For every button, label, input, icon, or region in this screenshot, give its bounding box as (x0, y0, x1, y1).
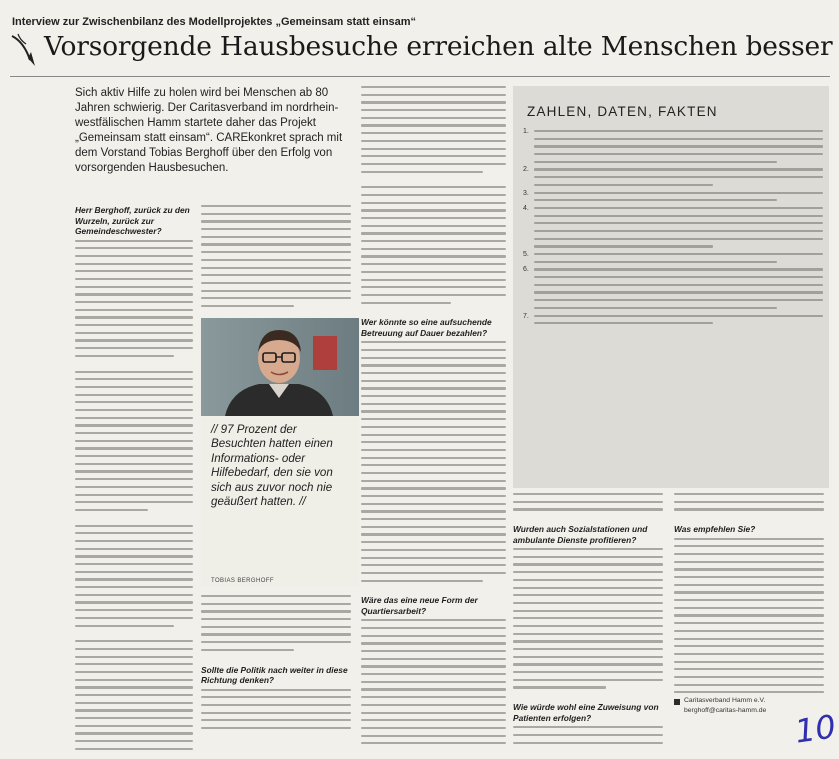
quote-author: TOBIAS BERGHOFF (211, 578, 274, 584)
fact-number: 5. (523, 251, 529, 258)
fact-number: 7. (523, 312, 529, 320)
pen-nib-icon (8, 30, 42, 70)
lede: Sich aktiv Hilfe zu holen wird bei Menschen ab 80 Jahren schwierig. Der Caritasverband im nordrhein-westfälischen Hamm startete daher das Projekt „Gemeinsam statt einsam“. CAREkonkret sprach mit dem Vorstand Tobias Berghoff über den Erfolg von vorsorgenden Hausbesuchen. (75, 87, 343, 174)
headline-row (8, 30, 836, 74)
subhead: Wäre das eine neue Form der Quartiersarbeit? (361, 595, 478, 616)
contact-organization: Caritasverband Hamm e.V. (684, 697, 766, 704)
text-column-3 (361, 86, 506, 750)
fact-box-title: ZAHLEN, DATEN, FAKTEN (527, 104, 718, 119)
fact-item (523, 253, 823, 263)
square-bullet-icon (674, 699, 680, 705)
fact-item (523, 189, 823, 202)
fact-item (523, 168, 823, 186)
fact-number: 1. (523, 128, 529, 135)
fact-number: 6. (523, 266, 529, 274)
subhead: Wurden auch Sozialstationen und ambulante Dienste profitieren? (513, 524, 648, 545)
subhead: Wer könnte so eine aufsuchende Betreuung auf Dauer bezahlen? (361, 317, 492, 338)
fact-number: 3. (523, 189, 529, 197)
text-column-2-top (201, 205, 351, 313)
pull-quote-box (201, 418, 359, 586)
text-column-4 (513, 493, 663, 750)
contact-email[interactable]: berghoff@caritas-hamm.de (684, 707, 767, 714)
subhead: Herr Berghoff, zurück zu den Wurzeln, zurück zur Gemeindeschwester? (75, 205, 190, 236)
portrait-photo (201, 318, 359, 416)
fact-item (523, 268, 823, 309)
fact-list (523, 130, 823, 330)
pull-quote: // 97 Prozent der Besuchten hatten einen Informations- oder Hilfebedarf, den sie von sich aus zuvor noch nie geäußert hatten. // (211, 423, 333, 509)
fact-item (523, 312, 823, 325)
text-column-5 (674, 493, 824, 693)
text-column-2-bottom (201, 595, 351, 750)
page-number: 10 (792, 707, 839, 751)
fact-item (523, 204, 823, 248)
fact-item (523, 130, 823, 163)
text-column-1 (75, 205, 193, 750)
kicker: Interview zur Zwischenbilanz des Modellprojektes „Gemeinsam statt einsam“ (12, 16, 417, 28)
subhead: Wie würde wohl eine Zuweisung von Patienten erfolgen? (513, 702, 659, 723)
subhead: Was empfehlen Sie? (674, 524, 756, 535)
subhead: Sollte die Politik nach weiter in diese Richtung denken? (201, 664, 348, 685)
headline: Vorsorgende Hausbesuche erreichen alte Menschen besser (44, 31, 833, 62)
headline-rule (10, 76, 830, 77)
fact-number: 2. (523, 166, 529, 174)
fact-box (513, 86, 829, 488)
fact-number: 4. (523, 204, 529, 212)
